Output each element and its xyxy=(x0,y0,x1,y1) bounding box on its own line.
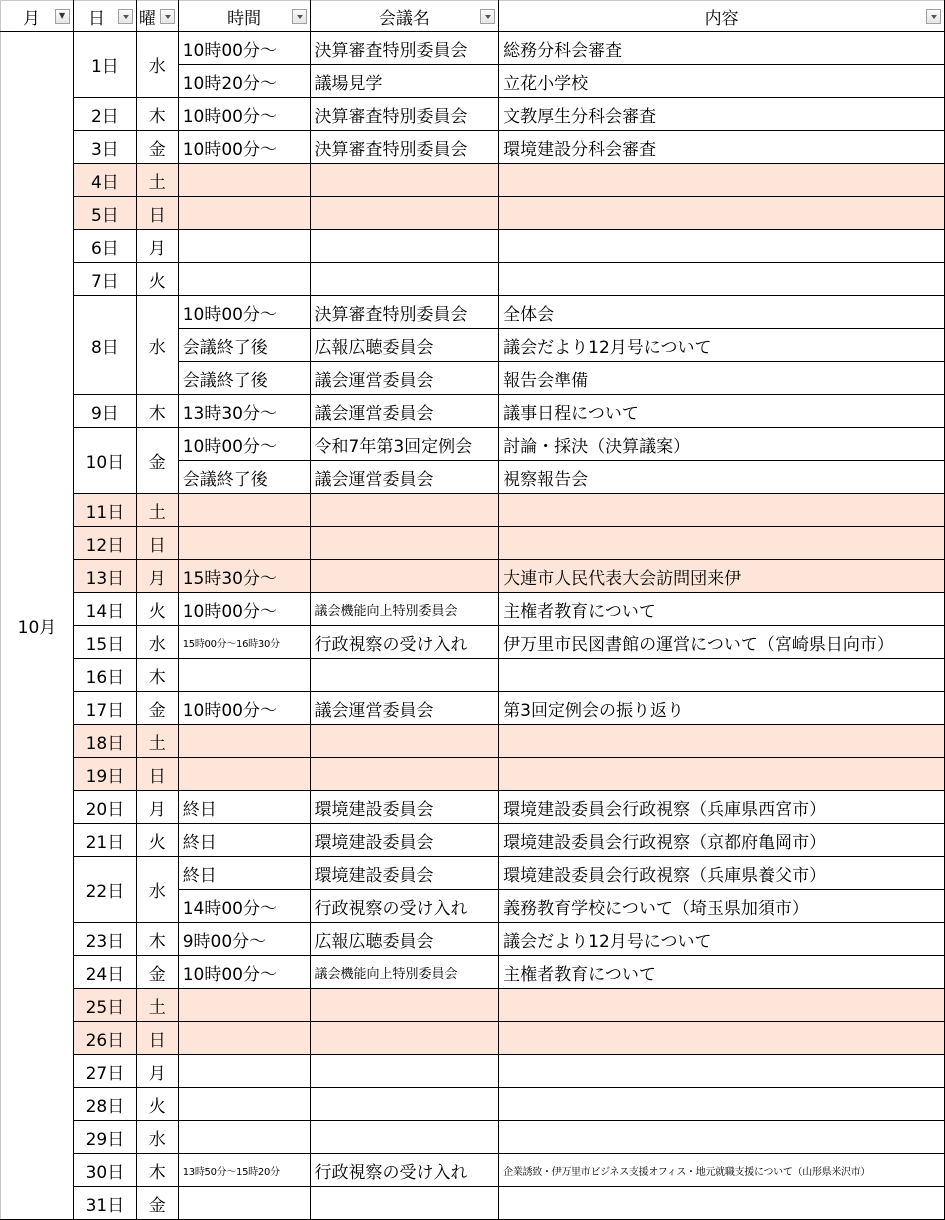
meeting-cell: 決算審査特別委員会 xyxy=(310,296,499,329)
weekday-cell: 木 xyxy=(136,395,178,428)
day-cell: 15日 xyxy=(73,626,136,659)
day-cell: 20日 xyxy=(73,791,136,824)
time-cell: 9時00分～ xyxy=(178,923,310,956)
day-cell: 2日 xyxy=(73,98,136,131)
day-cell: 25日 xyxy=(73,989,136,1022)
time-cell: 10時20分～ xyxy=(178,65,310,98)
content-cell: 環境建設分科会審査 xyxy=(499,131,945,164)
meeting-cell xyxy=(310,659,499,692)
table-row xyxy=(1,230,945,263)
table-row xyxy=(1,659,945,692)
content-cell xyxy=(499,230,945,263)
meeting-cell: 環境建設委員会 xyxy=(310,857,499,890)
filter-dropdown-icon[interactable] xyxy=(118,9,133,24)
meeting-cell xyxy=(310,164,499,197)
content-cell: 議会だより12月号について xyxy=(499,329,945,362)
table-row xyxy=(1,824,945,857)
time-cell: 終日 xyxy=(178,857,310,890)
meeting-cell: 行政視察の受け入れ xyxy=(310,626,499,659)
table-row xyxy=(1,1121,945,1154)
day-cell: 19日 xyxy=(73,758,136,791)
meeting-cell xyxy=(310,1055,499,1088)
time-cell: 15時00分～16時30分 xyxy=(178,626,310,659)
meeting-cell: 議会機能向上特別委員会 xyxy=(310,593,499,626)
table-row xyxy=(1,989,945,1022)
meeting-cell: 議会運営委員会 xyxy=(310,461,499,494)
table-row xyxy=(1,626,945,659)
time-cell xyxy=(178,1055,310,1088)
meeting-cell: 令和7年第3回定例会 xyxy=(310,428,499,461)
table-row xyxy=(1,593,945,626)
meeting-cell: 議会運営委員会 xyxy=(310,692,499,725)
table-row xyxy=(1,923,945,956)
meeting-cell xyxy=(310,197,499,230)
time-cell xyxy=(178,527,310,560)
weekday-cell: 木 xyxy=(136,923,178,956)
weekday-cell: 月 xyxy=(136,560,178,593)
day-cell: 22日 xyxy=(73,857,136,923)
meeting-cell: 広報広聴委員会 xyxy=(310,329,499,362)
weekday-cell: 木 xyxy=(136,98,178,131)
time-cell: 10時00分～ xyxy=(178,32,310,65)
filter-dropdown-icon[interactable] xyxy=(926,9,941,24)
time-cell xyxy=(178,1187,310,1220)
weekday-cell: 水 xyxy=(136,626,178,659)
content-cell: 環境建設委員会行政視察（兵庫県西宮市） xyxy=(499,791,945,824)
content-cell: 立花小学校 xyxy=(499,65,945,98)
table-row xyxy=(1,791,945,824)
table-row xyxy=(1,857,945,890)
day-cell: 4日 xyxy=(73,164,136,197)
time-cell xyxy=(178,494,310,527)
meeting-cell xyxy=(310,725,499,758)
table-row xyxy=(1,560,945,593)
day-cell: 1日 xyxy=(73,32,136,98)
weekday-cell: 水 xyxy=(136,32,178,98)
weekday-cell: 水 xyxy=(136,1121,178,1154)
weekday-cell: 金 xyxy=(136,428,178,494)
meeting-cell xyxy=(310,494,499,527)
weekday-cell: 火 xyxy=(136,593,178,626)
header-month: 月 ▼ xyxy=(1,1,74,32)
time-cell: 会議終了後 xyxy=(178,329,310,362)
day-cell: 31日 xyxy=(73,1187,136,1220)
content-cell xyxy=(499,758,945,791)
time-cell xyxy=(178,197,310,230)
header-time: 時間 xyxy=(178,1,310,32)
time-cell xyxy=(178,989,310,1022)
day-cell: 6日 xyxy=(73,230,136,263)
content-cell xyxy=(499,263,945,296)
day-cell: 16日 xyxy=(73,659,136,692)
table-row xyxy=(1,1187,945,1220)
filter-dropdown-icon[interactable] xyxy=(480,9,495,24)
day-cell: 18日 xyxy=(73,725,136,758)
meeting-cell: 環境建設委員会 xyxy=(310,824,499,857)
header-content: 内容 xyxy=(499,1,945,32)
time-cell xyxy=(178,725,310,758)
day-cell: 21日 xyxy=(73,824,136,857)
meeting-cell: 議会運営委員会 xyxy=(310,395,499,428)
content-cell: 義務教育学校について（埼玉県加須市） xyxy=(499,890,945,923)
weekday-cell: 土 xyxy=(136,164,178,197)
header-day: 日 xyxy=(73,1,136,32)
weekday-cell: 金 xyxy=(136,131,178,164)
weekday-cell: 土 xyxy=(136,725,178,758)
content-cell: 総務分科会審査 xyxy=(499,32,945,65)
day-cell: 7日 xyxy=(73,263,136,296)
time-cell xyxy=(178,230,310,263)
meeting-cell: 議会機能向上特別委員会 xyxy=(310,956,499,989)
weekday-cell: 水 xyxy=(136,296,178,395)
weekday-cell: 水 xyxy=(136,857,178,923)
content-cell: 議事日程について xyxy=(499,395,945,428)
time-cell: 会議終了後 xyxy=(178,362,310,395)
weekday-cell: 月 xyxy=(136,791,178,824)
day-cell: 12日 xyxy=(73,527,136,560)
meeting-cell: 広報広聴委員会 xyxy=(310,923,499,956)
meeting-cell xyxy=(310,263,499,296)
month-cell: 10月 xyxy=(1,32,74,1220)
weekday-cell: 金 xyxy=(136,1187,178,1220)
filter-dropdown-icon[interactable] xyxy=(160,9,175,24)
meeting-cell: 決算審査特別委員会 xyxy=(310,32,499,65)
day-cell: 28日 xyxy=(73,1088,136,1121)
meeting-cell xyxy=(310,230,499,263)
content-cell xyxy=(499,725,945,758)
filter-dropdown-icon[interactable] xyxy=(292,9,307,24)
weekday-cell: 火 xyxy=(136,824,178,857)
weekday-cell: 金 xyxy=(136,956,178,989)
meeting-cell xyxy=(310,989,499,1022)
weekday-cell: 日 xyxy=(136,197,178,230)
day-cell: 14日 xyxy=(73,593,136,626)
time-cell xyxy=(178,659,310,692)
content-cell xyxy=(499,1121,945,1154)
header-dow: 曜 xyxy=(136,1,178,32)
time-cell xyxy=(178,758,310,791)
time-cell xyxy=(178,1022,310,1055)
weekday-cell: 日 xyxy=(136,1022,178,1055)
time-cell: 10時00分～ xyxy=(178,428,310,461)
time-cell: 10時00分～ xyxy=(178,131,310,164)
content-cell: 主権者教育について xyxy=(499,593,945,626)
content-cell xyxy=(499,197,945,230)
table-row xyxy=(1,758,945,791)
time-cell: 13時30分～ xyxy=(178,395,310,428)
meeting-cell: 行政視察の受け入れ xyxy=(310,1154,499,1187)
time-cell xyxy=(178,263,310,296)
time-cell: 10時00分～ xyxy=(178,692,310,725)
day-cell: 8日 xyxy=(73,296,136,395)
day-cell: 3日 xyxy=(73,131,136,164)
day-cell: 26日 xyxy=(73,1022,136,1055)
content-cell: 視察報告会 xyxy=(499,461,945,494)
meeting-cell xyxy=(310,560,499,593)
table-row xyxy=(1,98,945,131)
table-row xyxy=(1,395,945,428)
content-cell: 企業誘致・伊万里市ビジネス支援オフィス・地元就職支援について（山形県米沢市） xyxy=(499,1154,945,1187)
meeting-cell: 決算審査特別委員会 xyxy=(310,98,499,131)
weekday-cell: 木 xyxy=(136,659,178,692)
content-cell: 主権者教育について xyxy=(499,956,945,989)
weekday-cell: 土 xyxy=(136,989,178,1022)
meeting-cell xyxy=(310,1022,499,1055)
content-cell xyxy=(499,494,945,527)
table-row xyxy=(1,692,945,725)
time-cell: 終日 xyxy=(178,824,310,857)
day-cell: 11日 xyxy=(73,494,136,527)
time-cell xyxy=(178,1088,310,1121)
table-row xyxy=(1,32,945,65)
day-cell: 27日 xyxy=(73,1055,136,1088)
day-cell: 29日 xyxy=(73,1121,136,1154)
time-cell: 会議終了後 xyxy=(178,461,310,494)
time-cell: 終日 xyxy=(178,791,310,824)
content-cell xyxy=(499,659,945,692)
meeting-cell xyxy=(310,527,499,560)
content-cell xyxy=(499,164,945,197)
content-cell: 議会だより12月号について xyxy=(499,923,945,956)
time-cell: 10時00分～ xyxy=(178,593,310,626)
content-cell xyxy=(499,1187,945,1220)
content-cell: 文教厚生分科会審査 xyxy=(499,98,945,131)
time-cell: 13時50分～15時20分 xyxy=(178,1154,310,1187)
time-cell: 10時00分～ xyxy=(178,98,310,131)
content-cell: 第3回定例会の振り返り xyxy=(499,692,945,725)
meeting-cell: 行政視察の受け入れ xyxy=(310,890,499,923)
day-cell: 13日 xyxy=(73,560,136,593)
table-row xyxy=(1,1154,945,1187)
time-cell xyxy=(178,1121,310,1154)
time-cell xyxy=(178,164,310,197)
content-cell: 環境建設委員会行政視察（京都府亀岡市） xyxy=(499,824,945,857)
filter-active-icon[interactable] xyxy=(55,9,70,24)
header-meeting: 会議名 xyxy=(310,1,499,32)
weekday-cell: 火 xyxy=(136,263,178,296)
content-cell xyxy=(499,1088,945,1121)
content-cell: 伊万里市民図書館の運営について（宮崎県日向市） xyxy=(499,626,945,659)
time-cell: 15時30分～ xyxy=(178,560,310,593)
weekday-cell: 日 xyxy=(136,527,178,560)
content-cell: 報告会準備 xyxy=(499,362,945,395)
day-cell: 30日 xyxy=(73,1154,136,1187)
meeting-cell xyxy=(310,1088,499,1121)
table-row xyxy=(1,956,945,989)
day-cell: 9日 xyxy=(73,395,136,428)
table-row xyxy=(1,428,945,461)
meeting-cell: 環境建設委員会 xyxy=(310,791,499,824)
content-cell xyxy=(499,989,945,1022)
content-cell xyxy=(499,527,945,560)
table-row xyxy=(1,164,945,197)
weekday-cell: 火 xyxy=(136,1088,178,1121)
weekday-cell: 土 xyxy=(136,494,178,527)
weekday-cell: 日 xyxy=(136,758,178,791)
header-row xyxy=(1,1,945,32)
content-cell: 大連市人民代表大会訪問団来伊 xyxy=(499,560,945,593)
weekday-cell: 月 xyxy=(136,230,178,263)
weekday-cell: 木 xyxy=(136,1154,178,1187)
weekday-cell: 金 xyxy=(136,692,178,725)
content-cell xyxy=(499,1022,945,1055)
weekday-cell: 月 xyxy=(136,1055,178,1088)
table-row xyxy=(1,725,945,758)
meeting-cell xyxy=(310,1187,499,1220)
meeting-cell: 議会運営委員会 xyxy=(310,362,499,395)
time-cell: 10時00分～ xyxy=(178,956,310,989)
table-row xyxy=(1,1055,945,1088)
table-row xyxy=(1,263,945,296)
table-row xyxy=(1,1088,945,1121)
time-cell: 10時00分～ xyxy=(178,296,310,329)
content-cell xyxy=(499,1055,945,1088)
content-cell: 環境建設委員会行政視察（兵庫県養父市） xyxy=(499,857,945,890)
content-cell: 討論・採決（決算議案） xyxy=(499,428,945,461)
day-cell: 5日 xyxy=(73,197,136,230)
table-row xyxy=(1,494,945,527)
day-cell: 17日 xyxy=(73,692,136,725)
meeting-cell xyxy=(310,758,499,791)
day-cell: 10日 xyxy=(73,428,136,494)
table-row xyxy=(1,131,945,164)
day-cell: 24日 xyxy=(73,956,136,989)
table-row xyxy=(1,527,945,560)
table-row xyxy=(1,197,945,230)
meeting-cell xyxy=(310,1121,499,1154)
content-cell: 全体会 xyxy=(499,296,945,329)
table-row xyxy=(1,296,945,329)
time-cell: 14時00分～ xyxy=(178,890,310,923)
meeting-cell: 決算審査特別委員会 xyxy=(310,131,499,164)
day-cell: 23日 xyxy=(73,923,136,956)
meeting-cell: 議場見学 xyxy=(310,65,499,98)
table-row xyxy=(1,1022,945,1055)
